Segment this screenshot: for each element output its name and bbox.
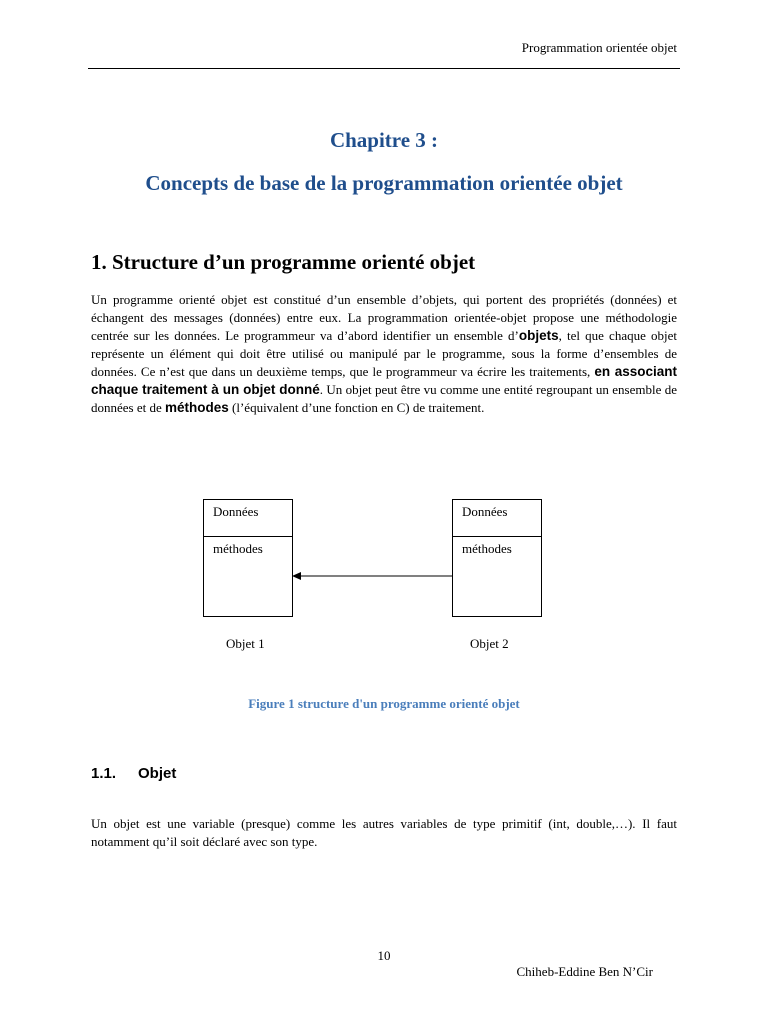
- emphasis-objets: objets: [518, 328, 559, 343]
- object1-methods-label: méthodes: [213, 541, 263, 556]
- paragraph-text: . Un objet peut être vu comme une entité regroupant un ensemble de données et de: [91, 382, 677, 415]
- page-number: 10: [377, 948, 391, 963]
- chapter-title: Chapitre 3 :: [329, 128, 439, 152]
- object2-caption: Objet 2: [470, 636, 509, 651]
- page-header-title: Programmation orientée objet: [521, 40, 677, 55]
- arrow-head: [292, 572, 301, 580]
- object1-data-label: Données: [213, 504, 259, 519]
- paragraph-text: , tel que chaque objet représente un élément qui doit être utilisé ou manipulé par le programme, sous la forme d’ensembles de données. Ce n’est que dans un deuxième temps, que le programmeur va écrire les traitements,: [91, 328, 677, 379]
- paragraph-text: (l’équivalent d’une fonction en C) de traitement.: [228, 400, 485, 415]
- emphasis-associant: en associant chaque traitement à un objet donné: [91, 364, 677, 397]
- object2-methods-label: méthodes: [462, 541, 512, 556]
- subsection-number: 1.1.: [91, 765, 117, 782]
- subsection-title: Objet: [138, 765, 177, 782]
- section-heading: 1. Structure d’un programme orienté objet: [91, 250, 476, 274]
- object1-caption: Objet 1: [226, 636, 265, 651]
- subsection-paragraph: Un objet est une variable (presque) comme les autres variables de type primitif (int, double,…). Il faut notamment qu’il soit déclaré avec son type.: [91, 816, 677, 849]
- paragraph-text: Un programme orienté objet est constitué d’un ensemble d’objets, qui portent des propriétés (données) et échangent des messages (données) entre eux. La programmation orientée-objet propose une méthodologie centrée sur les données. Le programmeur va d’abord identifier un ensemble d’: [91, 292, 677, 343]
- object2-data-label: Données: [462, 504, 508, 519]
- footer-author: Chiheb-Eddine Ben N’Cir: [516, 964, 653, 979]
- emphasis-methodes: méthodes: [165, 400, 229, 415]
- figure-caption: Figure 1 structure d'un programme orienté objet: [248, 696, 520, 711]
- chapter-subtitle: Concepts de base de la programmation orientée objet: [145, 171, 623, 195]
